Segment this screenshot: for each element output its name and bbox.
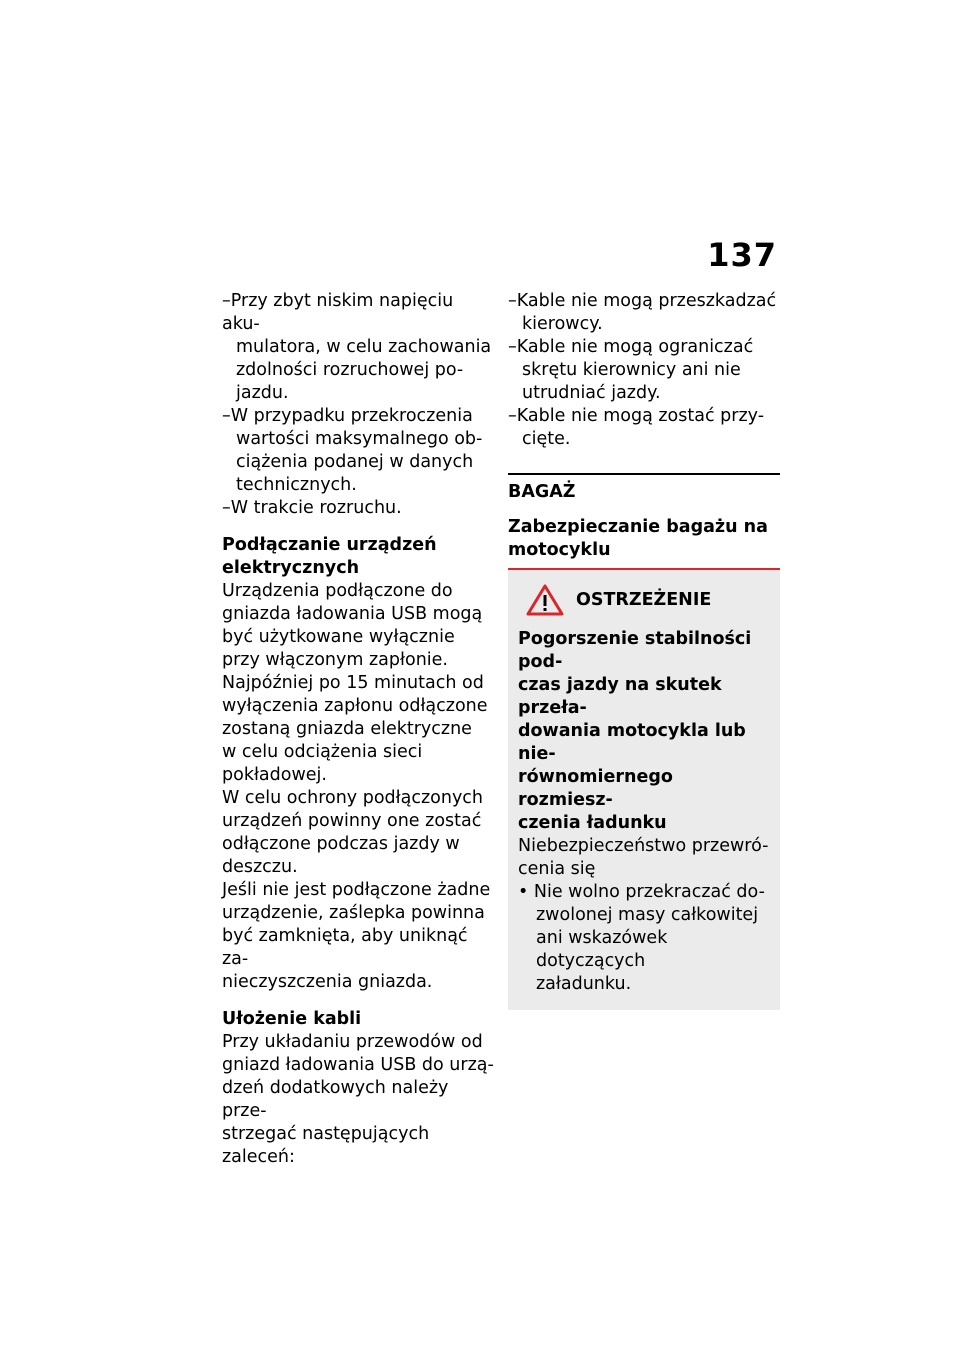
paragraph-cap: Jeśli nie jest podłączone żadne urządzenie, zaślepka powinna być zamknięta, aby uniknąć za- nieczyszczenia gniazda.: [222, 880, 491, 992]
warning-title: OSTRZEŻENIE: [576, 589, 712, 610]
warning-bullet: • Nie wolno przekraczać do- zwolonej masy całkowitej ani wskazówek dotyczących załadunku.: [518, 882, 765, 994]
paragraph-usb-ignition: Urządzenia podłączone do gniazda ładowania USB mogą być użytkowane wyłącznie przy włączonym zapłonie. Najpóźniej po 15 minutach od wyłączenia zapłonu odłączone zostaną gniazda elektryczne w celu odciążenia sieci pokładowej.: [222, 581, 488, 785]
left-dash-list: [222, 290, 494, 520]
list-item: –Kable nie mogą zostać przy- cięte.: [508, 406, 765, 449]
heading-connecting-devices: Podłączanie urządzeń elektrycznych: [222, 535, 437, 578]
warning-hazard: Pogorszenie stabilności pod- czas jazdy na skutek przeła- dowania motocykla lub nie- równomiernego rozmiesz- czenia ładunku: [518, 629, 752, 833]
paragraph-rain: W celu ochrony podłączonych urządzeń powinny one zostać odłączone podczas jazdy w deszczu.: [222, 788, 484, 877]
warning-header: [518, 584, 770, 616]
page-number: 137: [707, 236, 777, 274]
warning-triangle-icon: [526, 584, 564, 616]
section-subtitle: Zabezpieczanie bagażu na motocyklu: [508, 517, 768, 560]
paragraph-cable-routing: Przy układaniu przewodów od gniazd ładowania USB do urzą- dzeń dodatkowych należy prze- strzegać następujących zaleceń:: [222, 1032, 494, 1167]
right-column: [508, 290, 780, 1010]
warning-box: [508, 568, 780, 1010]
list-item: –Kable nie mogą ograniczać skrętu kierownicy ani nie utrudniać jazdy.: [508, 337, 754, 403]
warning-consequence: Niebezpieczeństwo przewró- cenia się: [518, 836, 769, 879]
list-item: –W przypadku przekroczenia wartości maksymalnego ob- ciążenia podanej w danych technicznych.: [222, 406, 483, 495]
left-column: [222, 290, 494, 1169]
list-item: –Przy zbyt niskim napięciu aku- mulatora, w celu zachowania zdolności rozruchowej po- jazdu.: [222, 291, 492, 403]
section-divider: [508, 473, 780, 475]
list-item: –Kable nie mogą przeszkadzać kierowcy.: [508, 291, 777, 334]
heading-cable-routing: Ułożenie kabli: [222, 1009, 362, 1029]
list-item: –W trakcie rozruchu.: [222, 498, 402, 518]
section-title: BAGAŻ: [508, 482, 576, 502]
right-dash-list: [508, 290, 780, 451]
